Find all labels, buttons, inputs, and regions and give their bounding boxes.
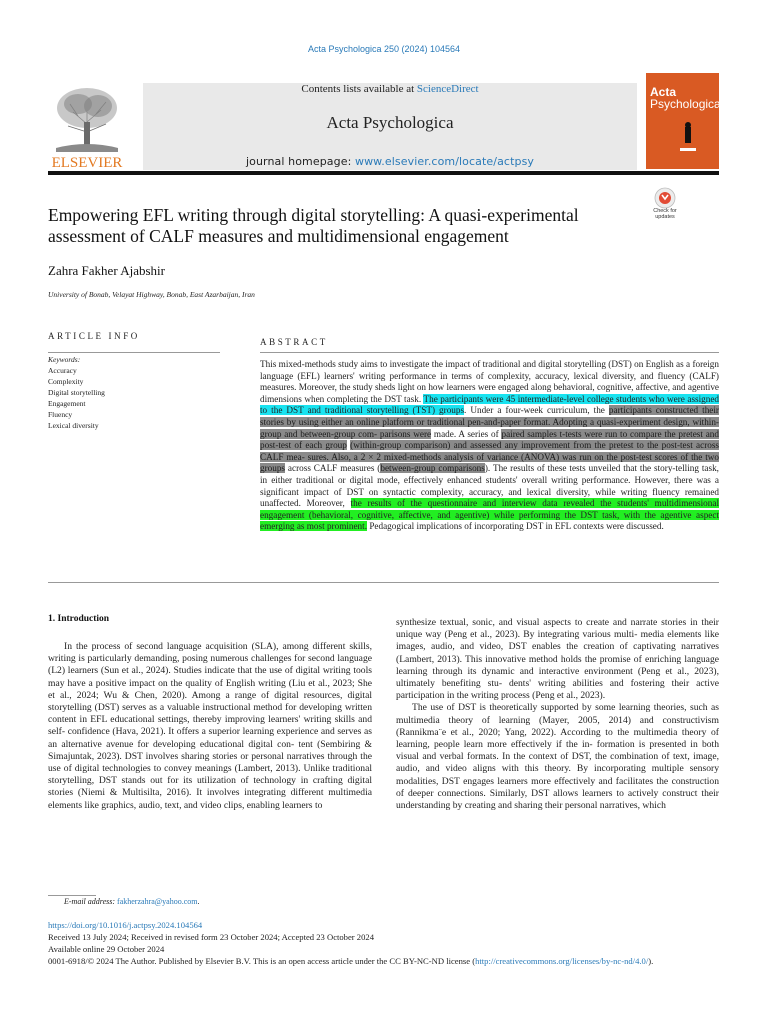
article-info-rule — [48, 352, 220, 353]
homepage-line — [143, 155, 637, 168]
highlight-green: the results of the questionnaire and interview data revealed the students' multidimensional engagement (behavioral, cognitive, affective, and agentive) while performing the DST task, with the agentive aspect emerging as most prominent. — [260, 498, 719, 532]
abstract-sentence: across CALF measures ( — [285, 463, 381, 474]
highlight-grey: (within-group comparison) and assessed any improvement from the pretest to the post-test across CALF mea- sures. Also, a 2 × 2 mixed-methods analysis of variance (ANOVA) was run on the post-test scores of the two groups — [260, 440, 719, 474]
email-link[interactable]: fakherzahra@yahoo.com — [117, 897, 198, 906]
author-affiliation: University of Bonab, Velayat Highway, Bonab, East Azarbaijan, Iran — [48, 290, 255, 299]
cover-title-2: Psychologica — [650, 97, 721, 111]
journal-cover[interactable] — [646, 73, 719, 169]
section-heading: 1. Introduction — [48, 614, 110, 624]
keyword-item: Complexity — [48, 377, 84, 386]
sciencedirect-link[interactable]: ScienceDirect — [416, 83, 479, 95]
abstract-sentence: made. A series of — [431, 428, 502, 439]
cover-title-1: Acta — [650, 85, 677, 99]
available-online: Available online 29 October 2024 — [48, 944, 165, 954]
license-link[interactable]: http://creativecommons.org/licenses/by-nc-nd/4.0/ — [475, 956, 649, 966]
highlight-grey: participants constructed their stories by using either an online platform or traditional pen-and-paper format. Adopting a quasi-experiment design, within-group and between-group com- parisons were — [260, 405, 719, 439]
license-prefix: 0001-6918/© 2024 The Author. Published by Elsevier B.V. This is an open access article under the CC BY-NC-ND license ( — [48, 956, 476, 966]
contents-line — [143, 83, 637, 95]
footnote-rule — [48, 895, 96, 896]
body-paragraph: The use of DST is theoretically supported by some learning theories, such as multimedia theory of learning (Mayer, 2005, 2014) and constructivism (Rannikma¨e et al., 2020; Yang, 2022). According to the multimedia theory of learning, people learn more effectively if the in- formation is presented in both visual and verbal formats. In the context of DST, the combination of text, image, audio, and video aligns with this theory. By incorporating multiple sensory modalities, DST engages learners more effectively and facilitates the construction of deeper connections. Similarly, DST allows learners to actively construct their understanding by creating and sharing their personal narratives, which — [396, 702, 719, 812]
license-line — [48, 955, 719, 967]
header-rule — [48, 171, 719, 175]
doi-link[interactable]: https://doi.org/10.1016/j.actpsy.2024.104564 — [48, 920, 203, 930]
body-column-right — [396, 617, 719, 812]
abstract-sentence: Pedagogical implications of incorporating DST in EFL contexts were discussed. — [367, 521, 664, 532]
abstract-sentence: . Under a four-week curriculum, the — [464, 405, 609, 416]
abstract-text — [260, 359, 719, 533]
journal-name: Acta Psychologica — [326, 113, 454, 132]
keyword-item: Accuracy — [48, 366, 77, 375]
body-paragraph: In the process of second language acquisition (SLA), among different skills, writing is particularly demanding, posing numerous challenges for second language (L2) learners (Sun et al., 2024). Studies indicate that the use of digital writing tools may have a positive impact on the quality of English writing (Liu et al., 2023; She et al., 2024; Wu & Chen, 2020). Among a range of digital resources, digital storytelling (DST) serves as a valuable instructional method for developing written content in EFL educational settings, thereby improving learners' writing skills and self- confidence (Hava, 2021). It offers a superior learning experience and serves as an alternative avenue for developing educational digital con- tent (Sembiring & Simajuntak, 2023). DST involves sharing stories or personal narratives through the use of digital technologies to convey meanings (Lambert, 2013). Unlike traditional storytelling, DST stands out for its utilization of technology in crafting digital stories (Niemi & Multisilta, 2016). It involves integrating different multimedia elements like graphics, audio, text, and video clips, enabling learners to — [48, 641, 372, 811]
abstract-rule — [260, 352, 719, 353]
keyword-item: Digital storytelling — [48, 388, 105, 397]
elsevier-wordmark: ELSEVIER — [51, 155, 123, 170]
keyword-item: Lexical diversity — [48, 421, 99, 430]
email-footnote: E-mail address: fakherzahra@yahoo.com. — [64, 897, 200, 906]
article-info-heading: ARTICLE INFO — [48, 331, 140, 341]
body-column-left — [48, 641, 372, 812]
article-title: Empowering EFL writing through digital storytelling: A quasi-experimental assessment of CALF measures and multidimensional engagement — [48, 205, 579, 246]
license-suffix: ). — [648, 956, 654, 966]
abstract-bottom-rule — [48, 582, 719, 583]
elsevier-logo — [48, 82, 126, 170]
keyword-item: Fluency — [48, 410, 73, 419]
check-for-updates-label: Check for updates — [653, 208, 677, 220]
homepage-link[interactable]: www.elsevier.com/locate/actpsy — [354, 155, 535, 168]
keywords-list — [48, 365, 105, 431]
keyword-item: Engagement — [48, 399, 86, 408]
abstract-sentence: ). The results of these tests unveiled that the story-telling task, in either traditional or digital mode, effectively enhanced students' overall writing performance. However, there was a significant impact of DST on syntactic complexity, accuracy, and lexical diversity, while writing fluency remained unaffected. Moreover, — [260, 463, 719, 509]
cover-figure-icon — [680, 121, 696, 151]
body-paragraph: synthesize textual, sonic, and visual aspects to create and narrate stories in their unique way (Peng et al., 2023). By integrating various multi- media elements like images, audio, and video, DST enables the creation of captivating narratives (Lambert, 2013). This innovative method holds the promise of enriching language learning through its dynamic and interactive environment (Peng et al., 2023), ultimately benefiting stu- dents' writing abilities and fostering their active participation in the writing process (Peng et al., 2023). — [396, 617, 719, 702]
highlight-grey: paired samples t-tests were run to compare the pretest and post-test of each group — [260, 428, 719, 451]
author-name: Zahra Fakher Ajabshir — [48, 263, 165, 278]
abstract-sentence: This mixed-methods study aims to investigate the impact of traditional and digital storytelling (DST) on English as a foreign language (EFL) learners' writing performance in terms of complexity, accuracy, lexical diversity, and fluency (CALF) measures. Moreover, the study sheds light on how learners were engaged along behavioral, cognitive, affective, and agentive dimensions when completing the DST task. — [260, 359, 719, 404]
email-label: E-mail address: — [64, 897, 116, 906]
keywords-label: Keywords: — [48, 355, 81, 364]
contents-prefix: Contents lists available at — [301, 83, 417, 95]
abstract-heading: ABSTRACT — [260, 337, 328, 347]
received-dates: Received 13 July 2024; Received in revised form 23 October 2024; Accepted 23 October 2024 — [48, 932, 374, 942]
homepage-prefix: journal homepage: — [245, 155, 355, 168]
highlight-cyan: The participants were 45 intermediate-level college students who were assigned to the DST and traditional storytelling (TST) groups — [260, 393, 720, 416]
highlight-grey: between-group comparisons — [380, 463, 485, 474]
journal-reference[interactable]: Acta Psychologica 250 (2024) 104564 — [307, 44, 461, 54]
